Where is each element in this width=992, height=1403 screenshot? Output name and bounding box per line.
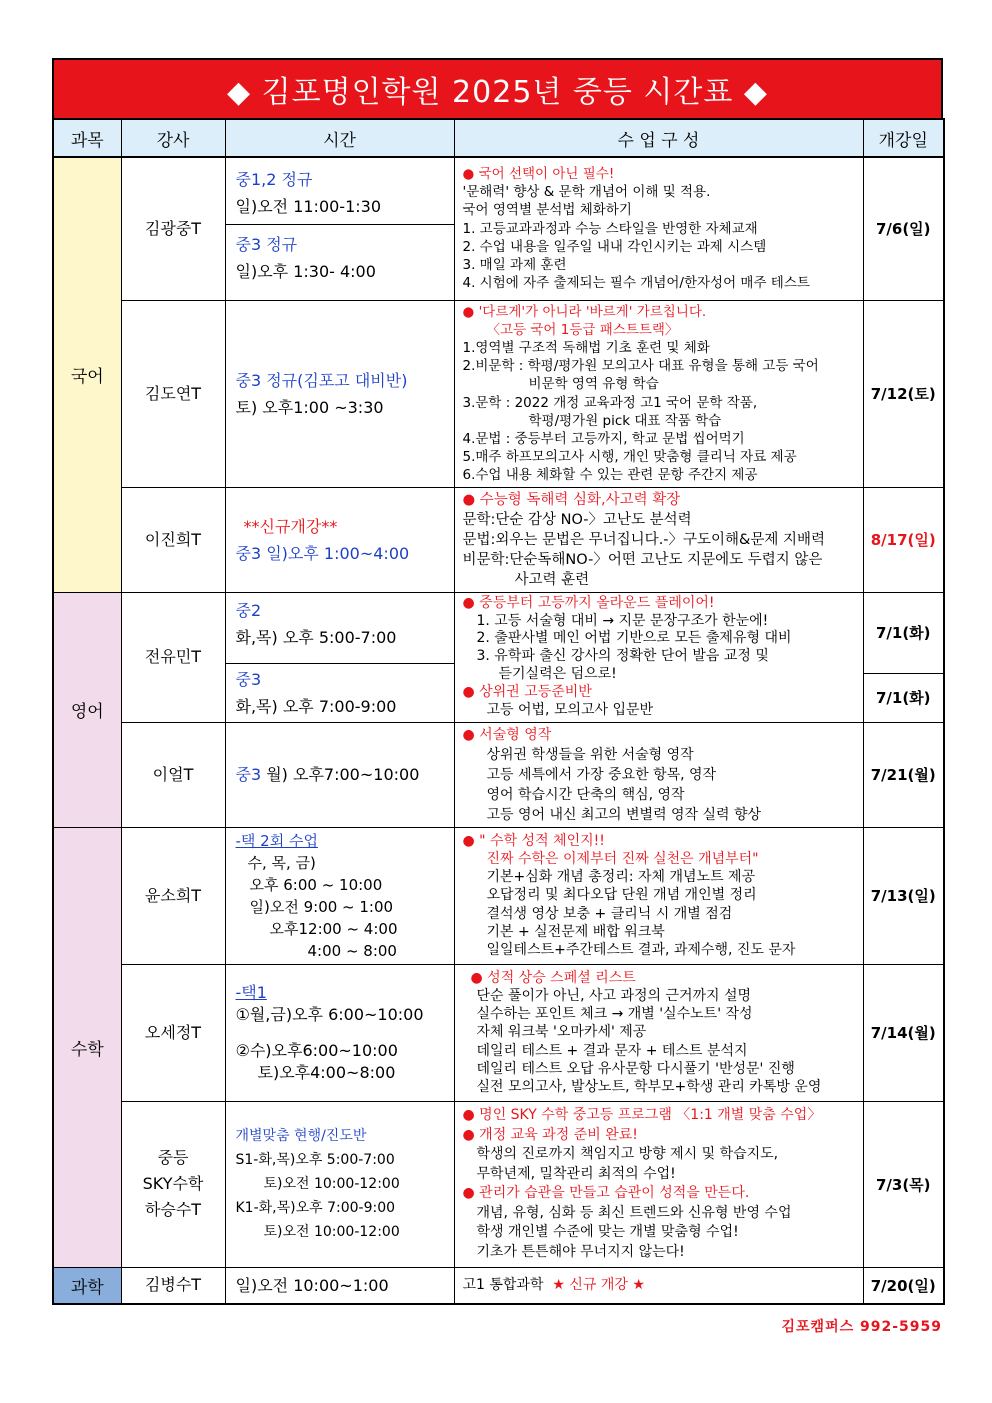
time-value: 화,목) 오후 7:00-9:00 (235, 697, 397, 717)
time-label: -택 2회 수업 (235, 831, 318, 850)
content-line: 상위권 학생들을 위한 서술형 영작 (486, 746, 694, 763)
table-row (53, 487, 944, 592)
content-line: 고등 세특에서 가장 중요한 항목, 영작 (486, 766, 717, 783)
content-line: 3. 매일 과제 훈련 (462, 257, 567, 274)
subject-science: 과학 (53, 1267, 121, 1304)
open-date: 7/3(목) (863, 1101, 944, 1267)
time-value: 수, 목, 금) (247, 853, 316, 872)
time-value: 일)오후 1:30- 4:00 (235, 261, 376, 281)
table-row (53, 827, 944, 964)
table-row (53, 964, 944, 1101)
time-value: 일)오전 9:00 ~ 1:00 (249, 897, 394, 916)
content-cell (454, 1267, 863, 1304)
content-line: 오답정리 및 최다오답 단원 개념 개인별 정리 (486, 887, 757, 904)
open-date: 7/13(일) (863, 827, 944, 964)
header-content: 수 업 구 성 (454, 119, 863, 157)
time-cell (225, 487, 454, 592)
content-cell (454, 592, 863, 722)
time-value: 토) 오후1:00 ~3:30 (235, 397, 384, 417)
header-open-date: 개강일 (863, 119, 944, 157)
content-cell (454, 964, 863, 1101)
time-value: 일)오전 10:00~1:00 (225, 1267, 454, 1304)
table-row (53, 300, 944, 487)
teacher-line: 하승수T (144, 1200, 202, 1220)
open-date: 7/12(토) (863, 300, 944, 487)
time-value: 오후12:00 ~ 4:00 (269, 919, 398, 938)
time-cell (225, 722, 454, 827)
content-line: 문학:단순 감상 NO-〉고난도 분석력 (462, 511, 692, 528)
time-value: 오후 6:00 ~ 10:00 (249, 875, 383, 894)
time-label: 중1,2 정규 (235, 169, 313, 189)
content-line: 4.문법 : 중등부터 고등까지, 학교 문법 씹어먹기 (462, 430, 745, 447)
table-row (53, 722, 944, 827)
content-line: 비문학 영역 유형 학습 (528, 376, 659, 393)
content-line: ● 국어 선택이 아닌 필수! (463, 165, 855, 183)
content-cell (454, 300, 863, 487)
content-line: 실수하는 포인트 체크 → 개별 '실수노트' 작성 (476, 1006, 753, 1023)
content-line: 학평/평가원 pick 대표 작품 학습 (528, 412, 722, 429)
time-label: 개별맞춤 현행/진도반 (235, 1128, 367, 1145)
content-line: 자체 워크북 '오마카세' 제공 (476, 1024, 647, 1041)
subject-english: 영어 (53, 592, 121, 827)
content-cell (454, 157, 863, 300)
table-row (53, 592, 944, 722)
content-line: 실전 모의고사, 발상노트, 학부모+학생 관리 카톡방 운영 (476, 1079, 822, 1096)
time-cell (225, 1101, 454, 1267)
content-line: 기본 + 실전문제 배합 워크북 (486, 923, 665, 940)
content-line: 학생의 진로까지 책임지고 방향 제시 및 학습지도, (476, 1146, 779, 1163)
content-line: 기초가 튼튼해야 무너지지 않는다! (476, 1243, 685, 1260)
table-row (53, 157, 944, 300)
header-teacher: 강사 (121, 119, 225, 157)
time-label: 중3 정규(김포고 대비반) (235, 370, 408, 390)
content-line: 진짜 수학은 이제부터 진짜 실천은 개념부터" (486, 851, 759, 868)
teacher-name: 윤소희T (121, 827, 225, 964)
content-line: 고1 통합과학 (462, 1277, 544, 1294)
teacher-name: 김도연T (121, 300, 225, 487)
content-line: 듣기실력은 덤으로! (498, 665, 617, 682)
content-line: '문해력' 향상 & 문학 개념어 이해 및 적용. (462, 184, 711, 201)
time-value: 토)오후4:00~8:00 (257, 1062, 396, 1082)
time-label: 중2 (235, 601, 262, 621)
content-line: 비문학:단순독해NO-〉어떤 고난도 지문에도 두렵지 않은 (462, 551, 823, 568)
page-title: ◆ 김포명인학원 2025년 중등 시간표 ◆ (52, 58, 943, 118)
content-line: 기본+심화 개념 총정리: 자체 개념노트 제공 (486, 869, 756, 886)
content-line: ● '다르게'가 아니라 '바르게' 가르칩니다. (463, 303, 855, 321)
open-date: 8/17(일) (863, 487, 944, 592)
teacher-name: 오세정T (121, 964, 225, 1101)
time-value: 중3 일)오후 1:00~4:00 (235, 543, 410, 563)
content-line: 개념, 유형, 심화 등 최신 트렌드와 신유형 반영 수업 (476, 1204, 792, 1221)
time-label: 중3 (235, 670, 262, 690)
content-line: 5.매주 하프모의고사 시행, 개인 맞춤형 클리닉 자료 제공 (462, 449, 797, 466)
content-line: 사고력 훈련 (514, 571, 590, 588)
content-line: 학생 개인별 수준에 맞는 개별 맞춤형 수업! (476, 1224, 739, 1241)
teacher-name: 이진희T (121, 487, 225, 592)
open-date: 7/1(화) (864, 673, 944, 722)
time-value: 월) 오후7:00~10:00 (261, 765, 420, 785)
subject-korean: 국어 (53, 157, 121, 592)
open-date-cell (863, 592, 944, 722)
content-line: 고등 어법, 모의고사 입문반 (486, 701, 654, 718)
time-value: 일)오전 11:00-1:30 (235, 196, 382, 216)
content-line: ● 중등부터 고등까지 올라운드 플레이어! (463, 595, 855, 613)
time-value: ①월,금)오후 6:00~10:00 (235, 1004, 424, 1024)
content-line: ● 상위권 고등준비반 (463, 684, 855, 702)
content-line: ● 수능형 독해력 심화,사고력 확장 (463, 490, 855, 510)
table-row (53, 1101, 944, 1267)
content-line: 4. 시험에 자주 출제되는 필수 개념어/한자성어 매주 테스트 (462, 275, 810, 292)
header-subject: 과목 (53, 119, 121, 157)
subject-math: 수학 (53, 827, 121, 1267)
header-row (53, 119, 944, 157)
time-value: 4:00 ~ 8:00 (307, 941, 397, 960)
content-line: 1. 고등 서술형 대비 → 지문 문장구조가 한눈에! (476, 612, 769, 629)
content-line: ● 관리가 습관을 만들고 습관이 성적을 만든다. (463, 1184, 855, 1204)
content-cell (454, 827, 863, 964)
time-cell (225, 592, 454, 722)
content-line: 국어 영역별 분석법 체화하기 (462, 202, 632, 219)
open-date: 7/21(월) (863, 722, 944, 827)
time-value: 토)오전 10:00-12:00 (263, 1176, 400, 1193)
new-class-badge: ★ 신규 개강 ★ (552, 1277, 645, 1294)
time-cell (225, 964, 454, 1101)
content-line: 6.수업 내용 체화할 수 있는 관련 문항 주간지 제공 (462, 467, 758, 484)
content-line: 단순 풀이가 아닌, 사고 과정의 근거까지 설명 (476, 988, 752, 1005)
time-cell (225, 827, 454, 964)
content-line: ● 성적 상승 스페셜 리스트 (463, 969, 855, 987)
time-value: ②수)오후6:00~10:00 (235, 1040, 398, 1060)
content-line: 3. 유학파 출신 강사의 정확한 단어 발음 교정 및 (476, 648, 769, 665)
content-line: ● " 수학 성적 체인지!! (463, 832, 855, 850)
content-line: 문법:외우는 문법은 무너집니다.-〉구도이해&문제 지배력 (462, 531, 826, 548)
content-line: 2. 수업 내용을 일주일 내내 각인시키는 과제 시스템 (462, 238, 767, 255)
content-line: 1.영역별 구조적 독해법 기초 훈련 및 체화 (462, 339, 710, 356)
open-date: 7/14(월) (863, 964, 944, 1101)
content-line: 데일리 테스트 오답 유사문항 다시풀기 '반성문' 진행 (476, 1060, 795, 1077)
open-date: 7/1(화) (875, 624, 931, 643)
time-value: S1-화,목)오후 5:00-7:00 (235, 1152, 395, 1169)
content-line: 고등 영어 내신 최고의 변별력 영작 실력 향상 (486, 806, 762, 823)
content-line: ● 개정 교육 과정 준비 완료! (463, 1126, 855, 1146)
time-label: -택1 (235, 982, 267, 1002)
teacher-line: SKY수학 (142, 1174, 204, 1194)
schedule-table (52, 118, 945, 1305)
teacher-name: 이얼T (121, 722, 225, 827)
teacher-name (121, 1101, 225, 1267)
teacher-name: 전유민T (121, 592, 225, 722)
content-line: 무학년제, 밀착관리 최적의 수업! (476, 1165, 676, 1182)
new-class-label: **신규개강** (243, 516, 338, 536)
campus-contact: 김포캠퍼스 992-5959 (781, 1319, 942, 1335)
time-value: 화,목) 오후 5:00-7:00 (235, 628, 397, 648)
content-line: 일일테스트+주간테스트 결과, 과제수행, 진도 문자 (486, 942, 796, 959)
header-time: 시간 (225, 119, 454, 157)
content-cell (454, 722, 863, 827)
content-line: 1. 고등교과과정과 수능 스타일을 반영한 자체교재 (462, 220, 758, 237)
open-date: 7/6(일) (863, 157, 944, 300)
content-line: 〈고등 국어 1등급 패스트트랙〉 (486, 321, 679, 338)
time-value: 토)오전 10:00-12:00 (263, 1224, 400, 1241)
content-line: 3.문학 : 2022 개정 교육과정 고1 국어 문학 작품, (462, 394, 758, 411)
table-row (53, 1267, 944, 1304)
teacher-name: 김병수T (121, 1267, 225, 1304)
teacher-line: 중등 (157, 1148, 189, 1168)
teacher-name: 김광중T (121, 157, 225, 300)
content-line: 2.비문학 : 학평/평가원 모의고사 대표 유형을 통해 고등 국어 (462, 358, 819, 375)
content-cell (454, 487, 863, 592)
time-value: K1-화,목)오후 7:00-9:00 (235, 1200, 396, 1217)
time-label: 중3 (235, 765, 262, 785)
content-line: 2. 출판사별 메인 어법 기반으로 모든 출제유형 대비 (476, 630, 792, 647)
time-cell (225, 157, 454, 300)
content-line: 영어 학습시간 단축의 핵심, 영작 (486, 786, 685, 803)
content-cell (454, 1101, 863, 1267)
open-date: 7/20(일) (863, 1267, 944, 1304)
content-line: 데일리 테스트 + 결과 문자 + 테스트 분석지 (476, 1042, 748, 1059)
content-line: ● 서술형 영작 (463, 725, 855, 745)
content-line: ● 명인 SKY 수학 중고등 프로그램 〈1:1 개별 맞춤 수업〉 (463, 1106, 855, 1126)
content-line: 결석생 영상 보충 + 클리닉 시 개별 점검 (486, 905, 733, 922)
time-cell (225, 300, 454, 487)
schedule-document (52, 58, 943, 1305)
time-label: 중3 정규 (235, 234, 298, 254)
